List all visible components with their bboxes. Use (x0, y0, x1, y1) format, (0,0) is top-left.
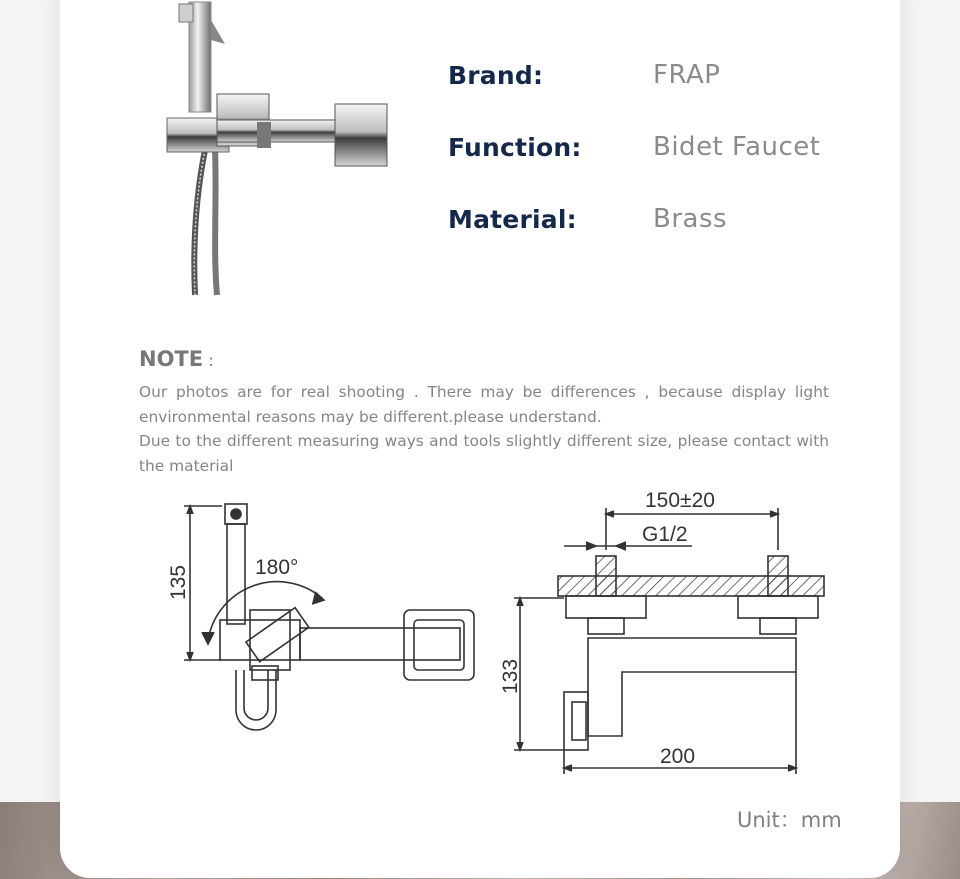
unit-label: Unit：mm (737, 808, 842, 832)
note-colon: : (203, 351, 214, 370)
technical-drawing (160, 480, 840, 780)
dim-length: 200 (660, 745, 696, 768)
dim-thread: G1/2 (642, 523, 688, 546)
note-heading (139, 347, 214, 371)
spec-value-brand: FRAP (653, 60, 721, 90)
product-image (165, 0, 395, 300)
spec-label-function: Function: (448, 133, 582, 162)
dim-angle: 180° (255, 556, 299, 579)
dim-front-height: 133 (499, 658, 522, 694)
dim-width-top: 150±20 (645, 489, 715, 512)
spec-label-material: Material: (448, 205, 577, 234)
spec-label-brand: Brand: (448, 61, 544, 90)
note-body (139, 380, 829, 478)
spec-value-material: Brass (653, 204, 728, 234)
note-title: NOTE (139, 347, 204, 371)
note-line-2: Due to the different measuring ways and tools slightly different size, please contact with the material (139, 432, 829, 475)
spec-value-function: Bidet Faucet (653, 132, 821, 162)
note-line-1: Our photos are for real shooting . There may be differences , because display light environmental reasons may be different.please understand. (139, 383, 829, 426)
dim-side-height: 135 (167, 564, 190, 600)
